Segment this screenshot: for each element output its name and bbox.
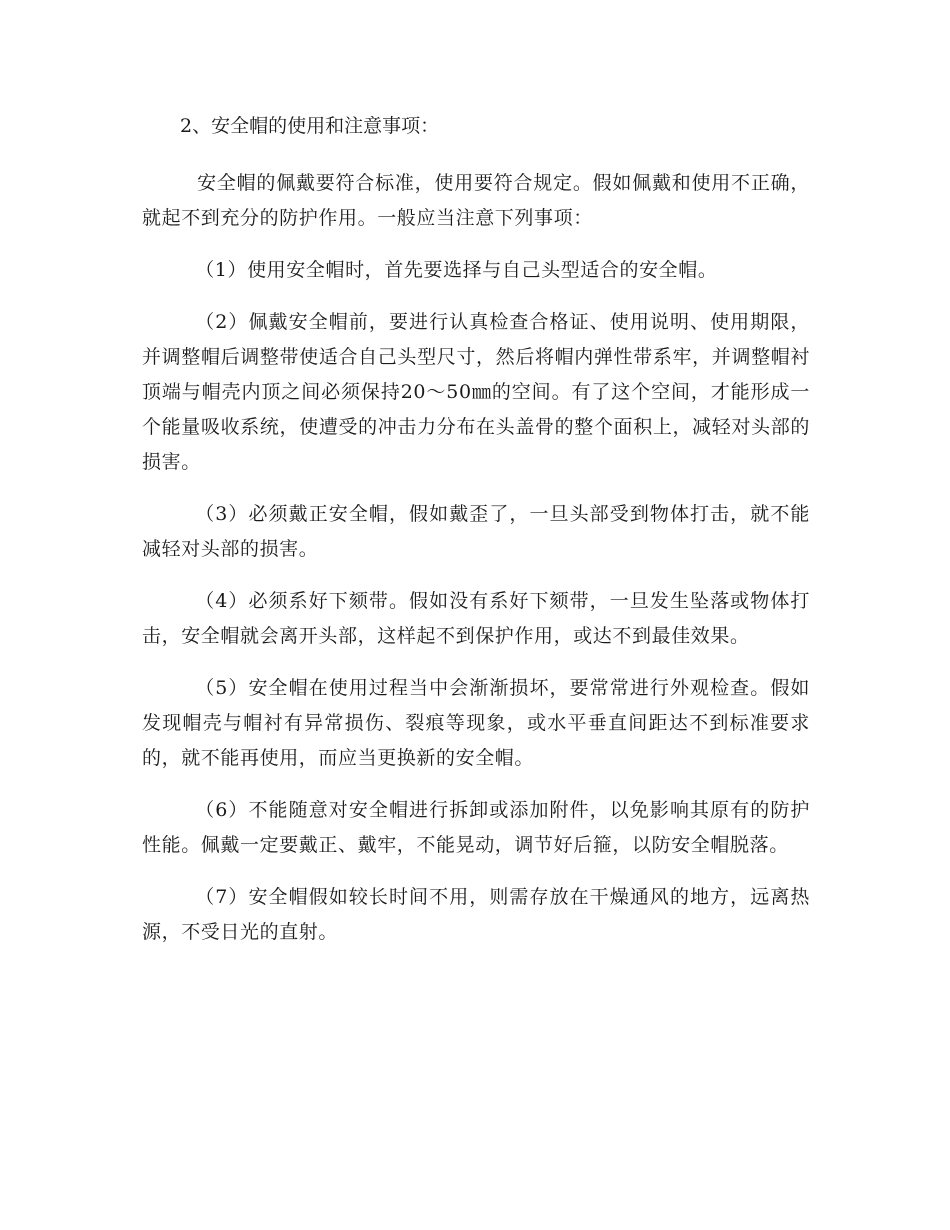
item-paragraph-5: （5）安全帽在使用过程当中会渐渐损坏，要常常进行外观检查。假如发现帽壳与帽衬有异常损伤、裂痕等现象，或水平垂直间距达不到标准要求的，就不能再使用，而应当更换新的安全帽。 [142,677,810,769]
item-paragraph-3: （3）必须戴正安全帽，假如戴歪了，一旦头部受到物体打击，就不能减轻对头部的损害。 [142,503,810,560]
intro-paragraph: 安全帽的佩戴要符合标准，使用要符合规定。假如佩戴和使用不正确，就起不到充分的防护作用。一般应当注意下列事项： [142,172,810,229]
item-paragraph-7: （7）安全帽假如较长时间不用，则需存放在干燥通风的地方，远离热源，不受日光的直射。 [142,886,810,943]
item-paragraph-6: （6）不能随意对安全帽进行拆卸或添加附件，以免影响其原有的防护性能。佩戴一定要戴正、戴牢，不能晃动，调节好后箍，以防安全帽脱落。 [142,799,810,856]
document-body [142,108,810,967]
item-paragraph-4: （4）必须系好下颏带。假如没有系好下颏带，一旦发生坠落或物体打击，安全帽就会离开头部，这样起不到保护作用，或达不到最佳效果。 [142,590,810,647]
item-paragraph-2: （2）佩戴安全帽前，要进行认真检查合格证、使用说明、使用期限，并调整帽后调整带使适合自己头型尺寸，然后将帽内弹性带系牢，并调整帽衬顶端与帽壳内顶之间必须保持20～50㎜的空间。有了这个空间，才能形成一个能量吸收系统，使遭受的冲击力分布在头盖骨的整个面积上，减轻对头部的损害。 [142,311,810,473]
item-paragraph-1: （1）使用安全帽时，首先要选择与自己头型适合的安全帽。 [195,259,718,281]
section-heading: 2、安全帽的使用和注意事项： [180,115,440,137]
